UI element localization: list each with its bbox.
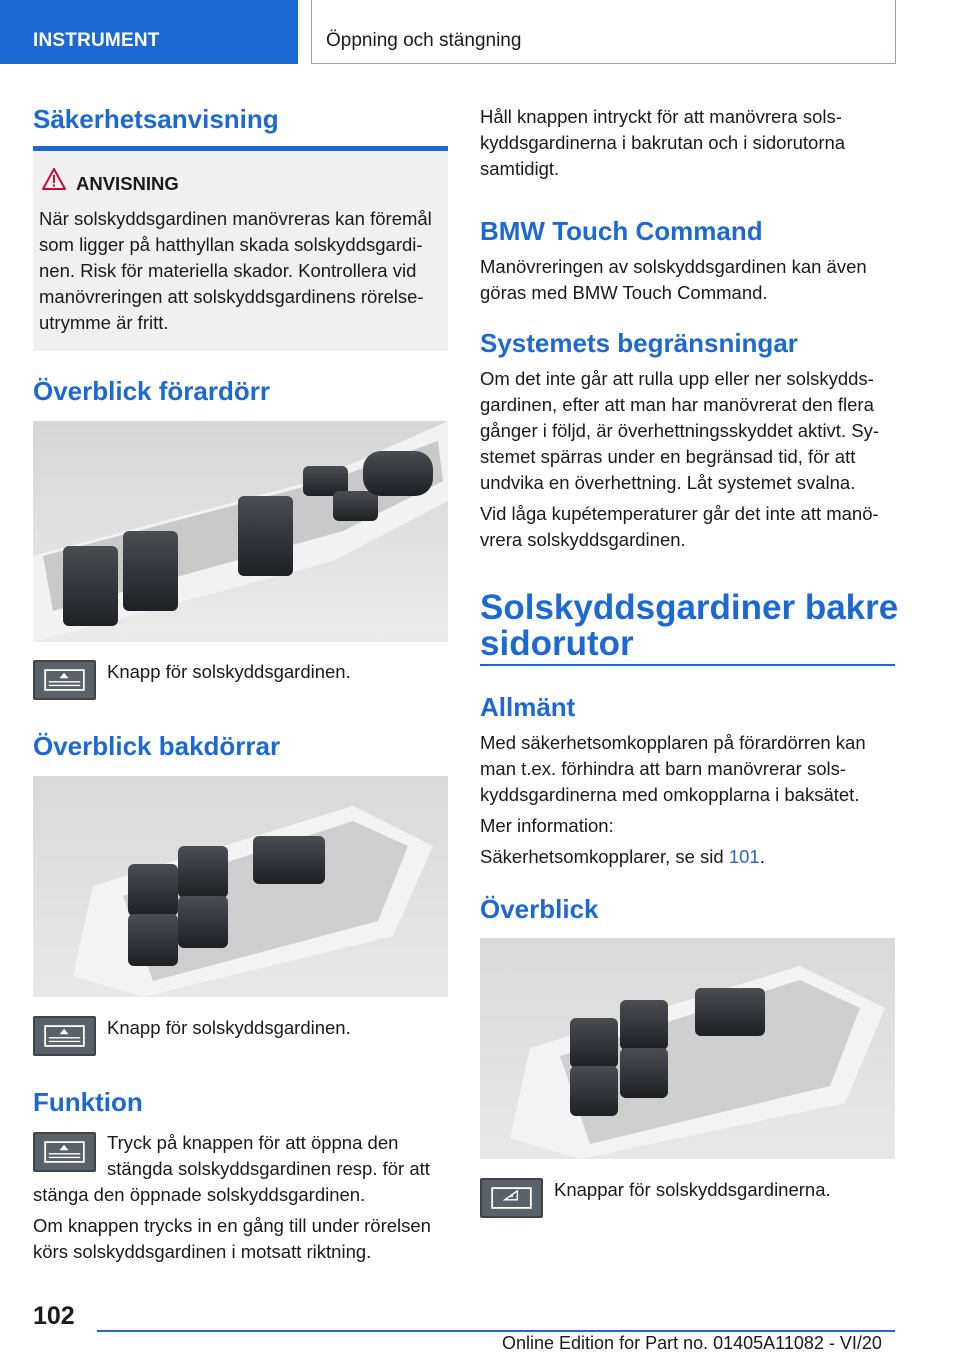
- limits-line: stemet spärras under en begränsad tid, för att: [480, 446, 856, 467]
- function-line: Om knappen trycks in en gång till under rörelsen: [33, 1215, 431, 1236]
- rear-doors-heading: Överblick bakdörrar: [33, 731, 281, 761]
- rear-sunblinds-title-2: sidorutor: [480, 624, 634, 663]
- ref-end: .: [759, 846, 765, 867]
- front-door-switch-photo: [33, 421, 448, 642]
- general-line: kyddsgardinerna med omkopplarna i baksätet.: [480, 784, 860, 805]
- warning-line: När solskyddsgardinen manövreras kan föremål: [39, 208, 432, 229]
- general-heading: Allmänt: [480, 692, 576, 722]
- warning-line: utrymme är fritt.: [39, 312, 169, 333]
- warning-line: nen. Risk för materiella skador. Kontrollera vid: [39, 260, 417, 281]
- general-line: Med säkerhetsomkopplaren på förardörren kan: [480, 732, 866, 753]
- warning-line: manövreringen att solskyddsgardinens rörelse-: [39, 286, 424, 307]
- rear-sunblinds-title-1: Solskyddsgardiner bakre: [480, 588, 899, 627]
- warning-line: som ligger på hatthyllan skada solskyddsgardi-: [39, 234, 423, 255]
- limits-line: gardinen, efter att man har manövrerat den flera: [480, 394, 874, 415]
- cross-reference: [480, 844, 765, 869]
- limits-line: gånger i följd, är överhettningsskyddet aktivt. Sy-: [480, 420, 879, 441]
- chapter-title: Öppning och stängning: [326, 30, 522, 51]
- limits-line: undvika en överhettning. Låt systemet svalna.: [480, 472, 856, 493]
- rear-caption: Knapp för solskyddsgardinen.: [107, 1017, 351, 1038]
- safety-heading: Säkerhetsanvisning: [33, 104, 279, 134]
- function-line: stängda solskyddsgardinen resp. för att: [107, 1158, 430, 1179]
- sunblind-button-icon: [33, 1016, 96, 1056]
- limits-heading: Systemets begränsningar: [480, 328, 798, 358]
- footer-rule: [97, 1330, 895, 1332]
- ref-page-link[interactable]: 101: [728, 846, 760, 867]
- hold-line: Håll knappen intryckt för att manövrera sols-: [480, 106, 842, 127]
- general-line: man t.ex. förhindra att barn manövrerar sols-: [480, 758, 847, 779]
- front-caption: Knapp för solskyddsgardinen.: [107, 661, 351, 682]
- hold-line: samtidigt.: [480, 158, 560, 179]
- ref-text: Säkerhetsomkopplarer, se sid: [480, 846, 729, 867]
- limits-line: Vid låga kupétemperaturer går det inte att manö-: [480, 503, 879, 524]
- function-line: Tryck på knappen för att öppna den: [107, 1132, 399, 1153]
- overview-caption: Knappar för solskyddsgardinerna.: [554, 1179, 831, 1200]
- front-door-heading: Överblick förardörr: [33, 376, 270, 406]
- section-title: INSTRUMENT: [33, 30, 160, 51]
- function-line: körs solskyddsgardinen i motsatt riktning.: [33, 1241, 372, 1262]
- chapter-tab: [311, 0, 896, 64]
- rear-door-switch-photo: [33, 776, 448, 997]
- touch-line: Manövreringen av solskyddsgardinen kan även: [480, 256, 867, 277]
- rear-overview-photo: [480, 938, 895, 1159]
- touch-command-heading: BMW Touch Command: [480, 216, 763, 246]
- section-tab: [0, 0, 298, 64]
- warning-title: ANVISNING: [76, 173, 179, 194]
- sunblind-button-icon: [33, 1132, 96, 1172]
- page-number: 102: [33, 1302, 75, 1330]
- limits-line: vrera solskyddsgardinen.: [480, 529, 686, 550]
- limits-line: Om det inte går att rulla upp eller ner solskydds-: [480, 368, 874, 389]
- hold-line: kyddsgardinerna i bakrutan och i sidorutorna: [480, 132, 846, 153]
- warning-triangle-icon: [42, 168, 66, 190]
- function-line: stänga den öppnade solskyddsgardinen.: [33, 1184, 366, 1205]
- title-underline: [480, 664, 895, 666]
- sunblinds-buttons-icon: [480, 1178, 543, 1218]
- touch-line: göras med BMW Touch Command.: [480, 282, 768, 303]
- sunblind-button-icon: [33, 660, 96, 700]
- function-heading: Funktion: [33, 1087, 143, 1117]
- overview-heading: Överblick: [480, 894, 599, 924]
- edition-note: Online Edition for Part no. 01405A11082 - VI/20: [502, 1333, 882, 1353]
- general-line: Mer information:: [480, 815, 614, 836]
